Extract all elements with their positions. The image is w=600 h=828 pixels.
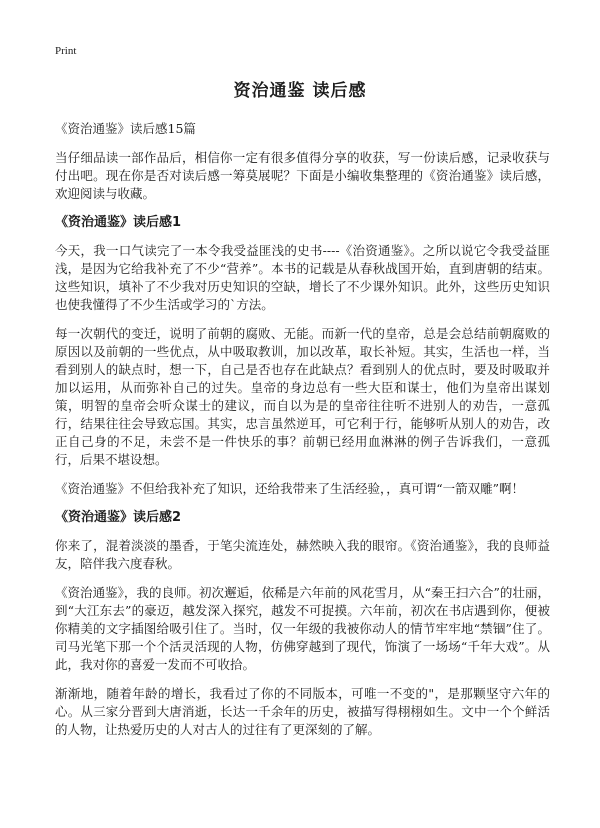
section-paragraph: 《资治通鉴》，我的良师。初次邂逅，依稀是六年前的风花雪月，从“秦王扫六合”的壮丽，到“大江东去”的豪迈，越发深入探究，越发不可捉摸。六年前，初次在书店遇到你，便被你精美的文字插图给吸引住了。当时，仅一年级的我被你动人的情节牢牢地“禁锢”住了。司马光笔下那一个个活灵活现的人物，仿佛穿越到了现代，饰演了一场场“千年大戏”。从此，我对你的喜爱一发而不可收拾。 (55, 585, 550, 672)
section-paragraph: 你来了，混着淡淡的墨香，于笔尖流连处，赫然映入我的眼帘。《资治通鉴》，我的良师益友，陪伴我六度春秋。 (55, 538, 550, 571)
section-paragraph: 《资治通鉴》不但给我补充了知识，还给我带来了生活经验，，真可谓“一箭双雕”啊！ (55, 481, 525, 496)
article-subtitle: 《资治通鉴》读后感15篇 (55, 121, 196, 136)
print-link[interactable]: Print (55, 45, 77, 57)
section-heading: 《资治通鉴》读后感2 (55, 510, 182, 525)
section-paragraph: 每一次朝代的变迁，说明了前朝的腐败、无能。而新一代的皇帝，总是会总结前朝腐败的原因以及前朝的一些优点，从中吸取教训，加以改革，取长补短。其实，生活也一样，当看到别人的缺点时，想一下，自己是否也存在此缺点？看到别人的优点时，要及时吸取并加以运用，从而弥补自己的过失。皇帝的身边总有一些大臣和谋士，他们为皇帝出谋划策，明智的皇帝会听众谋士的建议，而自以为是的皇帝往往听不进别人的劝告，一意孤行，结果往往会导致忘国。其实，忠言虽然逆耳，可它利于行，能够听从别人的劝告，改正自己身的不足，未尝不是一件快乐的事？前朝已经用血淋淋的例子告诉我们，一意孤行，后果不堪设想。 (55, 326, 550, 467)
article-body (55, 120, 550, 750)
intro-paragraph: 当仔细品读一部作品后，相信你一定有很多值得分享的收获，写一份读后感，记录收获与付出吧。现在你是否对读后感一筹莫展呢？下面是小编收集整理的《资治通鉴》读后感，欢迎阅读与收藏。 (55, 150, 550, 201)
page-title: 资治通鉴 读后感 (233, 81, 367, 101)
section-paragraph: 渐渐地，随着年龄的增长，我看过了你的不同版本，可唯一不变的"，是那颗坚守六年的心。从三家分晋到大唐消逝，长达一千余年的历史，被描写得栩栩如生。文中一个个鲜活的人物，让热爱历史的人对古人的过往有了更深刻的了解。 (55, 686, 550, 737)
section-paragraph: 今天，我一口气读完了一本令我受益匪浅的史书----《治资通鉴》。之所以说它令我受益匪浅，是因为它给我补充了不少“营养”。本书的记载是从春秋战国开始，直到唐朝的结束。这些知识，填补了不少我对历史知识的空缺，增长了不少课外知识。此外，这些历史知识也使我懂得了不少生活或学习的`方法。 (55, 243, 550, 312)
section-heading: 《资治通鉴》读后感1 (55, 215, 182, 230)
